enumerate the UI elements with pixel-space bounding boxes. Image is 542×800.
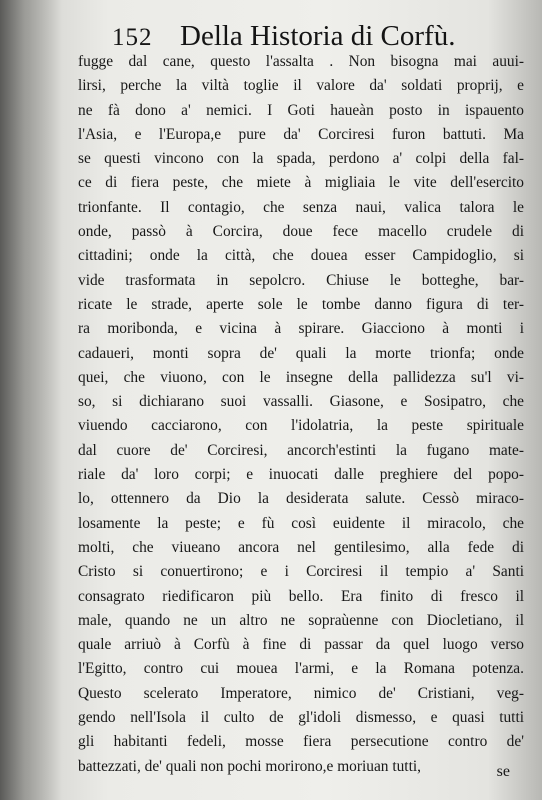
running-head: Della Historia di Corfù.	[180, 20, 456, 52]
text-line: consagrato riedificaron più bello. Era finito di fresco il	[78, 587, 524, 605]
text-line: vide trasformata in sepolcro. Chiuse le botteghe, bar-	[78, 271, 524, 289]
text-line: ne fà dono a' nemici. I Goti haueàn posto in ispauento	[78, 101, 524, 119]
text-line: ce di fiera peste, che miete à migliaia le vite dell'esercito	[78, 174, 524, 192]
page-gutter-shadow	[0, 0, 62, 800]
text-line: lirsi, perche la viltà toglie il valore da' soldati proprij, e	[78, 77, 524, 95]
text-line: battezzati, de' quali non pochi morirono,e moriuan tutti,	[78, 757, 421, 775]
text-line: Cristo si conuertirono; e i Corciresi il tempio a' Santi	[78, 563, 524, 581]
text-line: losamente la peste; e fù così euidente il miracolo, che	[78, 514, 524, 532]
text-line: l'Egitto, contro cui mouea l'armi, e la Romana potenza.	[78, 660, 524, 678]
text-line: riale da' loro corpi; e inuocati dalle preghiere del popo-	[78, 466, 524, 484]
text-line: cittadini; onde la città, che douea esser Campidoglio, si	[78, 247, 524, 265]
text-line: cadaueri, monti sopra de' quali la morte trionfa; onde	[78, 344, 524, 362]
text-line: gendo nell'Isola il culto de gl'idoli dismesso, e quasi tutti	[78, 709, 524, 727]
text-line: dal cuore de' Corciresi, ancorch'estinti la fugano mate-	[78, 441, 524, 459]
page-header	[108, 18, 528, 52]
text-line: se questi vincono con la spada, perdono a' colpi della fal-	[78, 150, 524, 168]
text-line: onde, passò à Corcira, doue fece macello crudele di	[78, 223, 524, 241]
text-line: male, quando ne un altro ne sopraùenne con Diocletiano, il	[78, 611, 524, 629]
text-line: molti, che viueano ancora nel gentilesimo, alla fede di	[78, 538, 524, 556]
text-line: gli habitanti fedeli, mosse fiera persecutione contro de'	[78, 733, 524, 751]
text-line: ricate le strade, aperte sole le tombe danno figura di ter-	[78, 295, 524, 313]
body-text	[78, 50, 524, 779]
text-line: l'Asia, e l'Europa,e pure da' Corciresi furon battuti. Ma	[78, 125, 524, 143]
catchword: se	[496, 763, 510, 780]
text-line: quale arriuò à Corfù à fine di passar da quel luogo verso	[78, 636, 524, 654]
text-line: trionfante. Il contagio, che senza naui, valica talora le	[78, 198, 524, 216]
text-line: so, si dichiarano suoi vassalli. Giasone, e Sosipatro, che	[78, 393, 524, 411]
text-line: lo, ottennero da Dio la desiderata salute. Cessò miraco-	[78, 490, 524, 508]
text-line: fugge dal cane, questo l'assalta . Non bisogna mai auui-	[78, 53, 524, 70]
text-line: viuendo cacciarono, con l'idolatria, la peste spirituale	[78, 417, 524, 435]
text-line: quei, che viuono, con le insegne della pallidezza su'l vi-	[78, 368, 524, 386]
page-number: 152	[112, 24, 153, 51]
text-line: ra moribonda, e vicina à spirare. Giacciono à monti i	[78, 320, 524, 338]
text-line: Questo scelerato Imperatore, nimico de' Cristiani, veg-	[78, 684, 524, 702]
